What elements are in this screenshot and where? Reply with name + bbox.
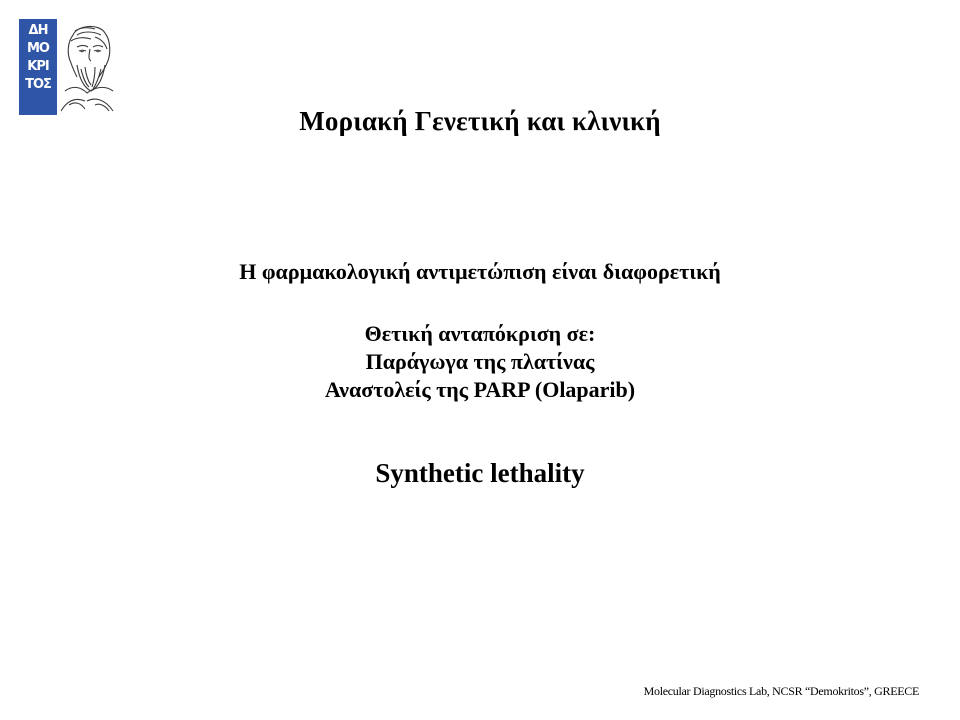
- slide-title: Μοριακή Γενετική και κλινική: [299, 106, 661, 136]
- body-line-parp: Αναστολείς της PARP (Olaparib): [324, 377, 636, 402]
- logo-letters: ΔΗ ΜΟ ΚΡΙ ΤΟΣ: [25, 23, 51, 92]
- demokritos-logo: [19, 19, 115, 117]
- footer-credit: Molecular Diagnostics Lab, NCSR “Demokritos”, GREECE: [643, 684, 919, 698]
- body-line-pharmacology: Η φαρμακολογική αντιμετώπιση είναι διαφορετική: [239, 259, 721, 284]
- body-line-platinum: Παράγωγα της πλατίνας: [365, 349, 595, 374]
- logo-blue-panel: [19, 19, 57, 115]
- body-text-block: [0, 258, 960, 404]
- synthetic-lethality-heading: Synthetic lethality: [375, 458, 585, 488]
- bust-portrait-icon: [55, 21, 117, 117]
- spacer: [0, 286, 960, 320]
- body-line-positive-response: Θετική ανταπόκριση σε:: [364, 321, 596, 346]
